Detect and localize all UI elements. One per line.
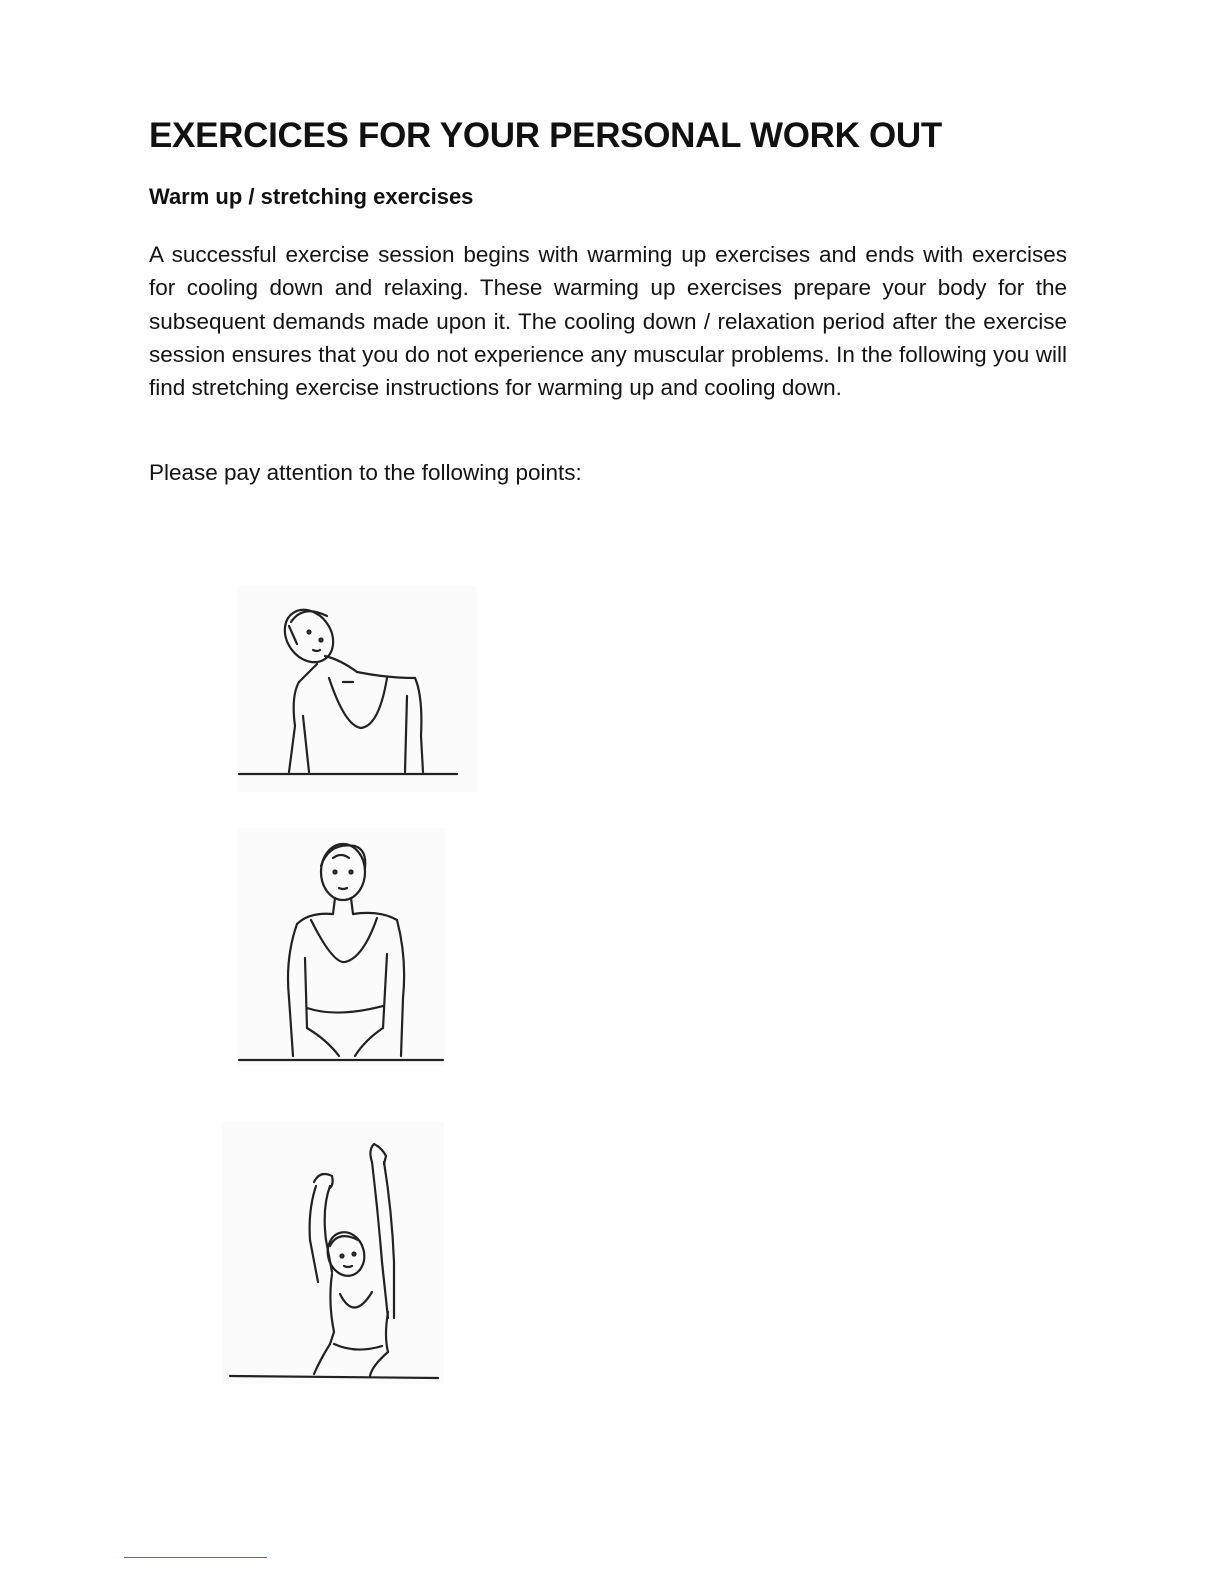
- page-title: EXERCICES FOR YOUR PERSONAL WORK OUT: [149, 116, 942, 155]
- footnote-separator: [124, 1557, 267, 1558]
- neck-tilt-illustration: [237, 586, 477, 792]
- overhead-stretch-illustration: [222, 1122, 444, 1384]
- shoulder-raise-illustration: [237, 828, 445, 1066]
- intro-paragraph: A successful exercise session begins with warming up exercises and ends with exercises for cooling down and relaxing. These warming up exercises prepare your body for the subsequent demands made upon it. The cooling down / relaxation period after the exercise session ensures that you do not experience any muscular problems. In the following you will find stretching exercise instructions for warming up and cooling down.: [149, 242, 1067, 401]
- points-lead-text: Please pay attention to the following points:: [149, 460, 582, 485]
- section-heading: Warm up / stretching exercises: [149, 184, 474, 209]
